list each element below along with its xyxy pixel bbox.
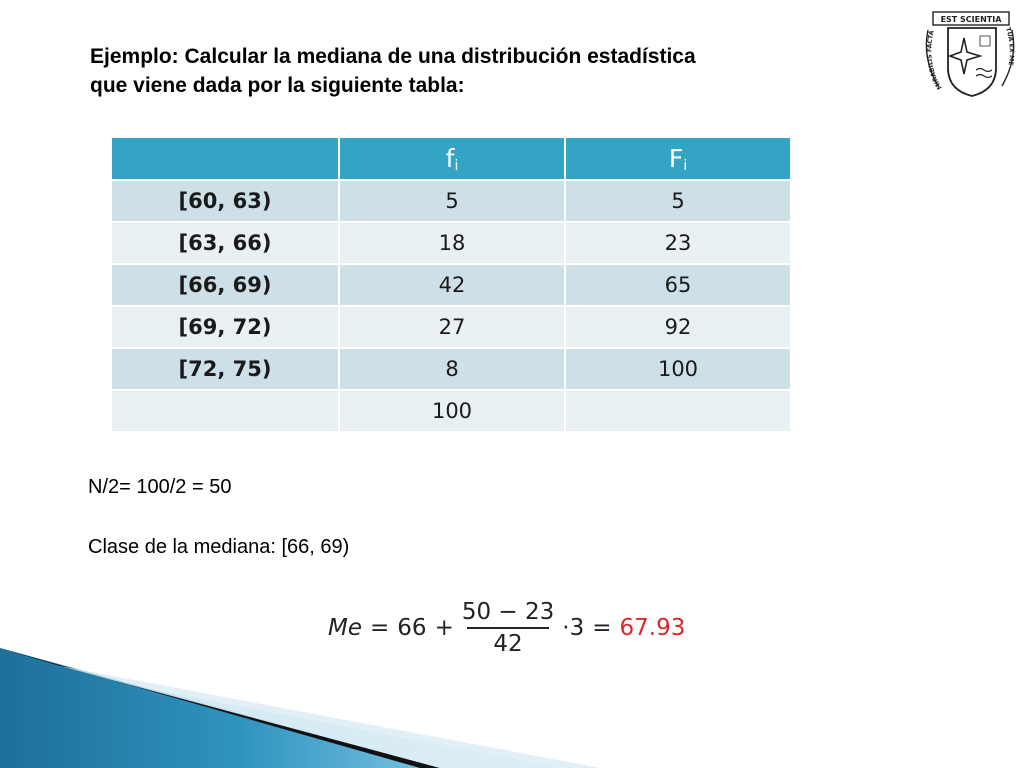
- formula-plus: +: [434, 615, 454, 641]
- table-row: [111, 180, 791, 222]
- seal-right-text: TUA EX ME: [1004, 26, 1015, 66]
- interval-cell: [66, 69): [111, 264, 339, 306]
- interval-cell: [60, 63): [111, 180, 339, 222]
- table-header-row: [111, 137, 791, 180]
- formula-numerator: 50 − 23: [461, 599, 555, 625]
- formula-base: 66: [397, 615, 427, 641]
- fi-cell: 18: [339, 222, 565, 264]
- header-fi: $f_i$: [339, 137, 565, 180]
- table-total-row: [111, 390, 791, 432]
- interval-cell: [72, 75): [111, 348, 339, 390]
- decorative-swoosh: [0, 640, 620, 768]
- formula-width: 3: [569, 615, 585, 641]
- table-row: [111, 348, 791, 390]
- median-class-text: Clase de la mediana: [66, 69): [88, 536, 350, 558]
- Fi-cell: 5: [565, 180, 791, 222]
- formula-lhs: Me: [328, 615, 362, 641]
- table-row: [111, 306, 791, 348]
- interval-cell: [63, 66): [111, 222, 339, 264]
- title-line-1: Ejemplo: Calcular la mediana de una distribución estadística: [90, 45, 696, 68]
- interval-cell: [69, 72): [111, 306, 339, 348]
- frequency-table: [110, 136, 792, 433]
- university-seal-logo: [920, 8, 1020, 100]
- table-row: [111, 264, 791, 306]
- seal-left-text: MIRABILIS FACTA: [926, 29, 944, 91]
- formula-times: ·: [562, 615, 570, 641]
- total-interval-cell: [111, 390, 339, 432]
- header-Fi: $F_i$: [565, 137, 791, 180]
- Fi-cell: 92: [565, 306, 791, 348]
- half-n-text: N/2= 100/2 = 50: [88, 476, 232, 498]
- slide-title: [90, 42, 870, 100]
- seal-top-text: EST SCIENTIA: [940, 15, 1002, 24]
- fi-cell: 5: [339, 180, 565, 222]
- table-row: [111, 222, 791, 264]
- header-cell-empty: [111, 137, 339, 180]
- title-line-2: que viene dada por la siguiente tabla:: [90, 74, 465, 97]
- fi-cell: 42: [339, 264, 565, 306]
- formula-equals-2: =: [592, 615, 612, 641]
- total-Fi-cell: [565, 390, 791, 432]
- formula-denominator: 42: [493, 631, 523, 657]
- formula-equals-1: =: [370, 615, 390, 641]
- Fi-cell: 100: [565, 348, 791, 390]
- fi-cell: 8: [339, 348, 565, 390]
- formula-result: 67.93: [619, 615, 686, 641]
- total-fi-cell: 100: [339, 390, 565, 432]
- Fi-cell: 23: [565, 222, 791, 264]
- fi-cell: 27: [339, 306, 565, 348]
- Fi-cell: 65: [565, 264, 791, 306]
- fraction-bar: [467, 627, 549, 629]
